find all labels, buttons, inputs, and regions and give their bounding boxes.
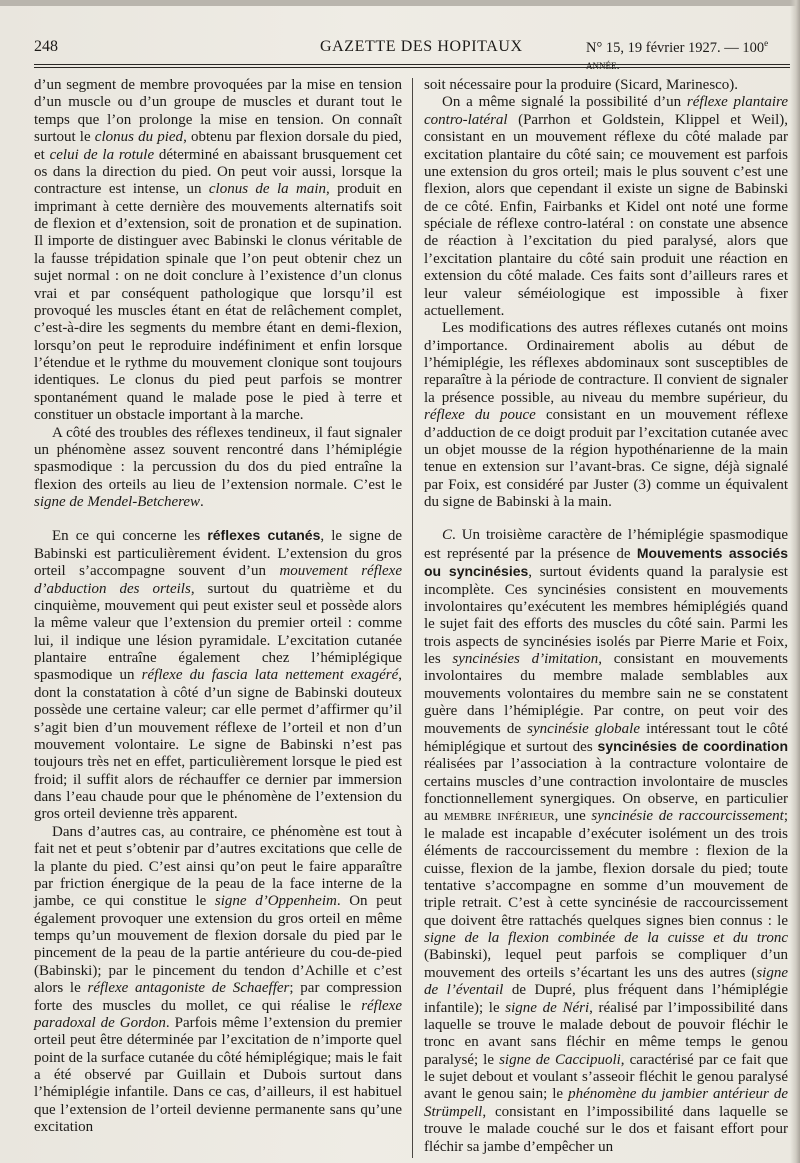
italic-term: réflexe antagoniste de Schaeffer <box>87 980 290 997</box>
journal-title: GAZETTE DES HOPITAUX <box>320 38 523 55</box>
paragraph <box>34 77 402 425</box>
text-run: . On peut également provoquer une extension du gros orteil en même temps qu’un mouvement de flexion dorsale du pied par le pincement de la peau de la partie antérieure du cou-de-pied (Babinski); par le pincement du tendon d’Achille et c’est alors le <box>34 893 402 997</box>
column-divider <box>412 78 413 1158</box>
text-run: (Parrhon et Goldstein, Klippel et Weil), consistant en un mouvement réflexe du côté malade par excitation plantaire du côté sain; ce mouvement est parfois une extension du gros orteil; mais le plus souvent c’est une flexion, alors que cependant il existe un signe de Babinski de ce côté. Enfin, Fairbanks et Kidel ont noté une forme spéciale de réflexe contro-latéral : on constate une absence de réaction à l’excitation du pied paralysé, alors que l’excitation plantaire du côté sain produit une réaction en extension du côté malade. Ces faits sont d’ailleurs rares et leur valeur séméiologique est impossible à fixer actuellement. <box>424 111 788 319</box>
header-rule-bottom <box>34 67 790 68</box>
italic-term: syncinésie globale <box>527 720 640 737</box>
italic-term: signe de Néri <box>505 999 590 1016</box>
header-rule-top <box>34 64 790 65</box>
page-binding-shadow <box>790 0 800 1163</box>
text-run: d’un segment de membre provoquées par la mise en tension d’un muscle ou d’un groupe de muscles et durant tout le temps que l’on prolonge la mise en tension. On connaît surtout le <box>34 77 402 146</box>
running-header <box>34 34 790 58</box>
italic-term: mouvement réflexe d’abduction des orteils <box>34 563 403 597</box>
right-column <box>424 77 788 1156</box>
italic-term: réflexe du fascia lata nettement exagéré <box>141 667 399 684</box>
issue-prefix: N° 15, 19 février 1927. — 100 <box>586 39 765 56</box>
text-run: , surtout du quatrième et du cinquième, mouvement qui peut exister seul et possède alors la même valeur que l’extension du premier orteil : comme lui, il indique une lésion pyramidale. L’excitation cutanée plantaire entraîne également chez l’hémiplégique spasmodique un <box>34 580 402 684</box>
text-run: (Babinski), lequel peut parfois se compliquer d’un mouvement des orteils s’écartant les uns des autres ( <box>424 947 788 981</box>
italic-term: syncinésie de raccourcissement <box>591 808 784 825</box>
italic-term: réflexe paradoxal de Gordon <box>34 997 402 1031</box>
text-run: Les modifications des autres réflexes cutanés ont moins d’importance. Ordinairement abolis au début de l’hémiplégie, les réflexes abdominaux sont susceptibles de reparaître à la période de contracture. Il convient de signaler la présence possible, au niveau du membre supérieur, du <box>424 320 788 406</box>
italic-term: C <box>442 527 453 544</box>
text-run: déterminé en abaissant brusquement cet os dans la direction du pied. On peut voir aussi, lorsque la contracture est intense, un <box>34 146 403 198</box>
text-run: A côté des troubles des réflexes tendineux, il faut signaler un phénomène assez souvent rencontré dans l’hémiplégie spasmodique : la percussion du dos du pied entraîne la flexion des orteils au lieu de l’extension normale. C’est le <box>34 424 402 493</box>
left-column <box>34 77 402 1137</box>
text-run: . <box>200 494 204 510</box>
page-top-edge <box>0 0 800 6</box>
text-run: Dans d’autres cas, au contraire, ce phénomène est tout à fait net et peut s’obtenir par d’autres excitations que celle de la plante du pied. C’est ainsi qu’on peut le faire apparaître par friction énergique de la peau de la face interne de la jambe, ce qui constitue le <box>34 823 402 910</box>
text-run: , le signe de Babinski est particulièrement évident. L’extension du gros orteil s’accompagne souvent d’un <box>34 528 402 580</box>
paragraph <box>424 77 788 94</box>
text-run: , produit en imprimant à cette dernière des mouvements alternatifs soit de flexion et d’extension, soit de pronation et de supination. Il importe de distinguer avec Babinski le clonus véritable de la fausse trépidation spinale que l’on peut obtenir chez un sujet normal : on ne doit conclure à l’existence d’un clonus vrai et par conséquent pathologique que lorsqu’il est provoqué les muscles étant en état de relâchement complet, c’est-à-dire les segments du membre étant en demi-flexion, lorsqu’on peut le reproduire indéfiniment et enfin lorsque l’étendue et le rythme du mouvement clonique sont toujours identiques. Le clonus du pied peut parfois se montrer spontanément quand le malade pose le pied à terre et constituer un obstacle important à la marche. <box>34 181 402 424</box>
italic-term: signe d’Oppenheim <box>214 893 337 910</box>
issue-info <box>586 38 790 74</box>
text-run: En ce qui concerne les <box>52 528 208 545</box>
italic-term: clonus de la main <box>208 181 326 198</box>
italic-term: signe de la flexion combinée de la cuisse et du tronc <box>424 930 788 946</box>
bold-term: syncinésies de coordination <box>597 737 788 754</box>
text-run: ; le malade est incapable d’exécuter isolément un des trois éléments de raccourcissement du membre : flexion de la cuisse, flexion de la jambe, flexion dorsale du pied; toute tentative s’accompagne en somme d’un mouvement de triple retrait. C’est à cette syncinésie de raccourcissement que doivent être rattachés quelques signes bien connus : le <box>424 808 788 929</box>
text-run: , obtenu par flexion dorsale du pied, et <box>34 129 403 163</box>
paragraph <box>424 527 788 1156</box>
paragraph <box>34 425 402 512</box>
italic-term: réflexe plantaire contro-latéral <box>424 94 788 128</box>
text-run: ; par compression forte des muscles du mollet, ce qui réalise le <box>34 980 403 1014</box>
bold-term: Mouvements associés ou syncinésies <box>424 544 789 580</box>
italic-term: signe de l’éventail <box>424 964 788 999</box>
text-run: . Un troisième caractère de l’hémiplégie spasmodique est représenté par la présence de <box>424 527 788 562</box>
italic-term: clonus du pied <box>94 129 184 146</box>
text-run: intéressant tout le côté hémiplégique et surtout des <box>424 720 788 755</box>
text-run: , une <box>554 808 592 825</box>
text-run: , consistant en mouvements involontaires du membre malade semblables aux mouvements volontaires du membre sain ne se constatent guère dans l’hémiplégie. Par contre, on peut voir des mouvements de <box>424 651 788 737</box>
small-caps-term: membre inférieur <box>443 808 555 825</box>
text-run: , caractérisé par ce fait que le sujet debout et voulant s’asseoir fléchit le genou paralysé avant le genou sain; le <box>424 1051 788 1103</box>
italic-term: réflexe du pouce <box>424 407 536 424</box>
text-run: consistant en un mouvement réflexe d’adduction de ce doigt produit par l’excitation cutanée avec un objet mousse de la région hypothénarienne de la main tenue en extension sur l’avant-bras. Ce signe, déjà signalé par Foix, est considéré par Juster (3) comme un équivalent du signe de Babinski à la main. <box>424 407 789 510</box>
page-number: 248 <box>34 38 58 55</box>
text-run: soit nécessaire pour la produire (Sicard, Marinesco). <box>424 77 739 93</box>
italic-term: phénomène du jambier antérieur de Strümpell <box>424 1086 788 1120</box>
paragraph <box>34 527 402 823</box>
text-run: , dont la constatation à côté d’un signe de Babinski douteux possède une certaine valeur; car elle permet d’affirmer qu’il s’agit bien d’un mouvement réflexe de l’orteil et non d’un mouvement volontaire. Le signe de Babinski n’est pas toujours très net en effet, particulièrement lorsque le pied est froid; il suffit alors de réchauffer ce dernier par immersion dans l’eau chaude pour que le phénomène de l’extension du gros orteil devienne très apparent. <box>34 667 403 823</box>
text-run: , surtout évidents quand la paralysie est incomplète. Ces syncinésies consistent en mouvements involontaires qu’exécutent les membres hémiplégiés quand le sujet fait des efforts des muscles du côté sain. Parmi les trois aspects de syncinésies isolés par Pierre Marie et Foix, les <box>424 564 788 667</box>
text-run: , consistant en l’impossibilité dans laquelle se trouve le malade couché sur le dos et faisant effort pour fléchir sa jambe d’empêcher un <box>424 1103 788 1155</box>
paragraph <box>424 94 788 320</box>
italic-term: syncinésies d’imitation <box>452 651 599 667</box>
italic-term: signe de Mendel-Betcherew <box>34 494 201 510</box>
paragraph <box>424 320 788 511</box>
text-run: , réalisé par l’impossibilité dans laquelle se trouve le malade debout de pouvoir fléchir le tronc en avant sans fléchir en même temps le genou paralysé; le <box>424 999 788 1068</box>
issue-superscript: e <box>764 38 769 48</box>
bold-term: réflexes cutanés <box>207 527 321 544</box>
text-run: de Dupré, plus fréquent dans l’hémiplégie infantile); le <box>424 982 789 1016</box>
italic-term: celui de la rotule <box>49 146 155 163</box>
text-run: On a même signalé la possibilité d’un <box>442 94 687 111</box>
paragraph <box>34 824 402 1137</box>
text-run: . Parfois même l’extension du premier orteil peut être déterminée par l’excitation de n’importe quel point de la surface cutanée du côté hémiplégique; mais le fait a été observé par Guillain et Dubois surtout dans l’hémiplégie infantile. Dans ce cas, d’ailleurs, il est habituel que l’extension de l’orteil devienne permanente sans qu’une excitation <box>34 1014 403 1136</box>
text-run: réalisées par l’association à la contracture volontaire de certains muscles d’une contraction involontaire de muscles fonctionnellement synergiques. On observe, en particulier au <box>424 756 788 825</box>
italic-term: signe de Caccipuoli <box>499 1051 621 1068</box>
